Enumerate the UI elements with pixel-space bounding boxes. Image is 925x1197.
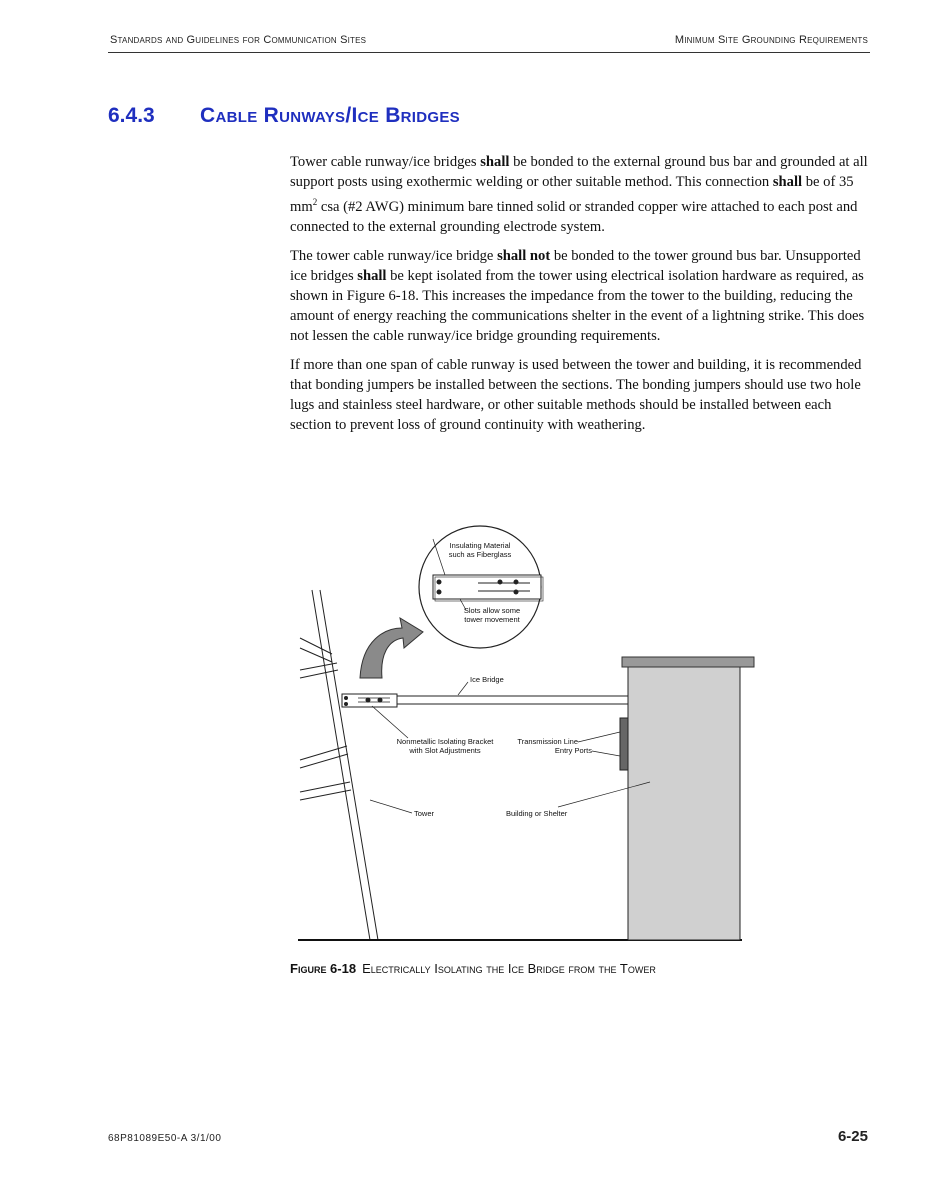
ice-bridge (342, 694, 628, 707)
caption-label: Figure 6-18 (290, 961, 357, 976)
building-shelter (620, 657, 754, 940)
running-header-left: Standards and Guidelines for Communication Sites (110, 34, 367, 46)
p1-text-c: be bonded to the external ground bus bar and grounded at all support posts using exothermic welding or other suitable method. This connection (290, 154, 868, 191)
p2-bold-shall: shall (357, 267, 387, 284)
p1-superscript: 2 (312, 197, 318, 208)
label-ice-bridge: Ice Bridge (470, 675, 504, 684)
p2-text-e: be kept isolated from the tower using electrical isolation hardware as required, as shown in Figure 6-18. This increases the impedance from the tower to the building, reducing the amount of energy reaching the communications shelter in the event of a lightning strike. This does not lessen the cable runway/ice bridge grounding requirements. (290, 267, 865, 345)
label-tower-movement: tower movement (464, 615, 520, 624)
p1-text-a: Tower cable runway/ice bridges (290, 154, 481, 170)
magnify-arrow (360, 618, 423, 678)
paragraph-3: If more than one span of cable runway is used between the tower and building, it is recommended that bonding jumpers be installed between the sections. The bonding jumpers should use two hole lugs and stainless steel hardware, or other suitable methods should be installed between each section to prevent loss of ground continuity with weathering. (290, 356, 862, 434)
label-tower: Tower (414, 809, 435, 818)
label-slot-adjustments: with Slot Adjustments (409, 746, 481, 755)
paragraph-2 (290, 246, 872, 347)
label-building: Building or Shelter (506, 809, 568, 818)
p1-bold-shall-2: shall (772, 174, 803, 191)
header-rule (108, 52, 870, 53)
label-transmission-line: Transmission Line (517, 737, 578, 746)
figure-ice-bridge-diagram (290, 520, 760, 950)
footer-doc-id: 68P81089E50-A 3/1/00 (108, 1133, 222, 1144)
p2-text-c: be bonded to the tower ground bus bar. Unsupported ice bridges (290, 247, 861, 284)
footer-page-number: 6-25 (837, 1128, 868, 1145)
label-bracket: Nonmetallic Isolating Bracket (396, 737, 494, 746)
label-such-as-fiberglass: such as Fiberglass (448, 550, 512, 559)
figure-caption (290, 961, 656, 976)
caption-text: Electrically Isolating the Ice Bridge from the Tower (362, 961, 656, 976)
body-text (290, 152, 872, 444)
p1-bold-shall: shall (480, 154, 510, 170)
section-title: Cable Runways/Ice Bridges (200, 104, 460, 127)
section-heading (108, 104, 460, 128)
p2-text-a: The tower cable runway/ice bridge (290, 247, 498, 264)
p1-text-e: be of 35 mm (290, 174, 854, 216)
section-number: 6.4.3 (108, 104, 155, 127)
tower-structure (300, 590, 378, 940)
p2-bold-shall-not: shall not (497, 247, 551, 264)
label-entry-ports: Entry Ports (554, 746, 592, 755)
running-header-right: Minimum Site Grounding Requirements (674, 34, 868, 46)
label-insulating-material: Insulating Material (449, 541, 511, 550)
label-slots-allow: Slots allow some (463, 606, 521, 615)
p1-text-f: csa (#2 AWG) minimum bare tinned solid or stranded copper wire attached to each post and connected to the external grounding electrode system. (290, 199, 858, 236)
paragraph-1 (290, 152, 872, 238)
